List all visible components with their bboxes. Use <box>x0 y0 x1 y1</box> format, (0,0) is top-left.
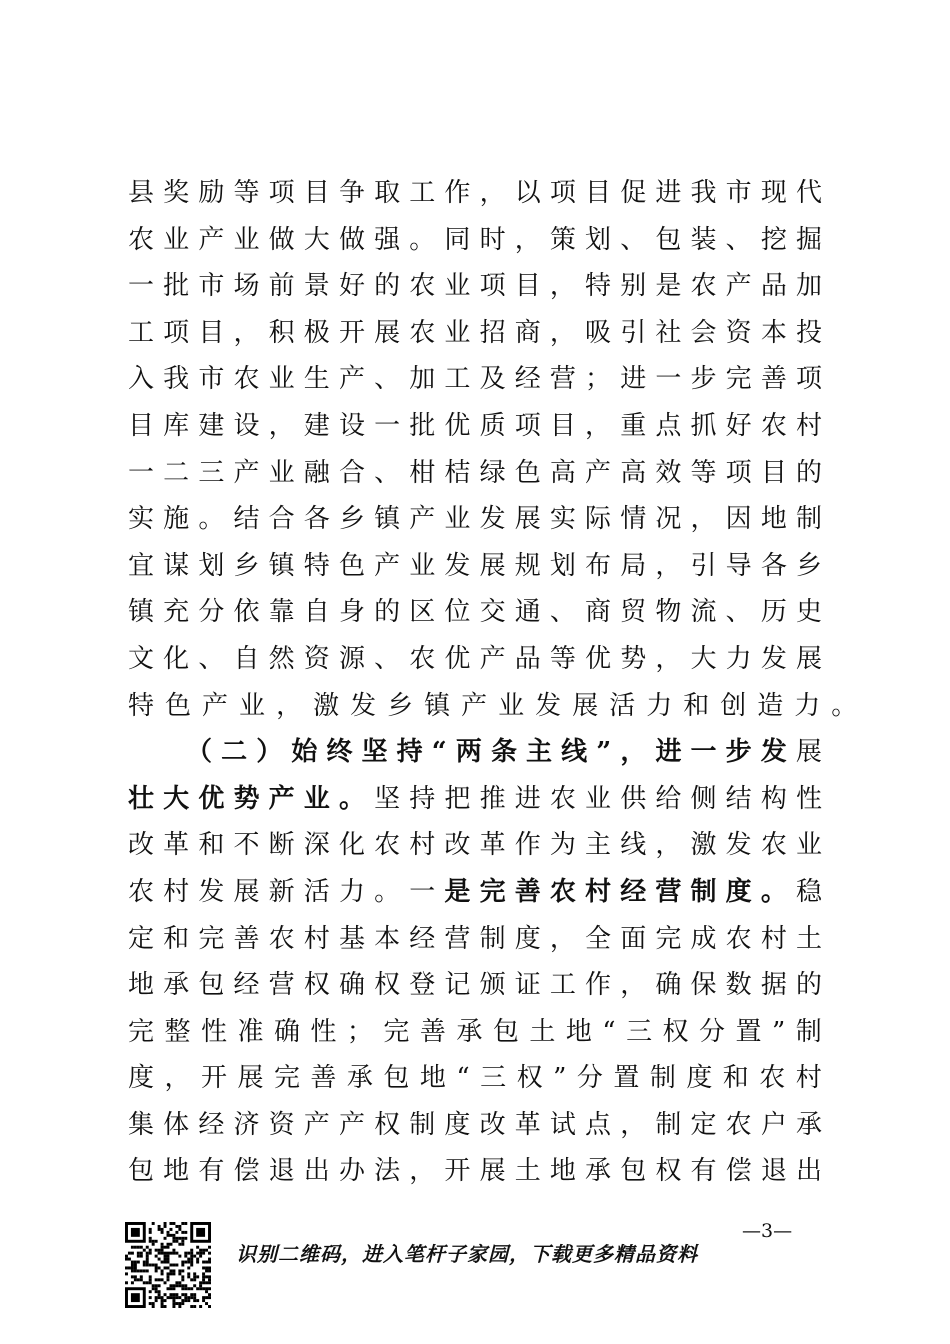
text-line: 实 施 。 结 合 各 乡 镇 产 业 发 展 实 际 情 况 ， 因 地 制 <box>128 504 822 535</box>
body-text <box>128 170 858 1195</box>
text-line: 包 地 有 偿 退 出 办 法 ， 开 展 土 地 承 包 权 有 偿 退 出 <box>128 1156 822 1187</box>
text-line: 一 批 市 场 前 景 好 的 农 业 项 目 ， 特 别 是 农 产 品 加 <box>128 271 822 302</box>
text-line: 定 和 完 善 农 村 基 本 经 营 制 度 ， 全 面 完 成 农 村 土 <box>128 923 822 954</box>
text-line: 农 业 产 业 做 大 做 强 。 同 时 ， 策 划 、 包 装 、 挖 掘 <box>128 224 822 255</box>
text-line: 度 ， 开 展 完 善 承 包 地 “ 三 权 ” 分 置 制 度 和 农 村 <box>128 1063 822 1094</box>
text-line: 完 整 性 准 确 性 ； 完 善 承 包 土 地 “ 三 权 分 置 ” 制 <box>128 1016 822 1047</box>
text-line: 文 化 、 自 然 资 源 、 农 优 产 品 等 优 势 ， 大 力 发 展 <box>128 643 822 674</box>
text-line: 农 村 发 展 新 活 力 。 一 是 完 善 农 村 经 营 制 度 。 稳 <box>128 876 822 907</box>
text-line: （ 二 ） 始 终 坚 持 “ 两 条 主 线 ” ， 进 一 步 发 展 <box>186 737 822 768</box>
text-line: 壮 大 优 势 产 业 。 坚 持 把 推 进 农 业 供 给 侧 结 构 性 <box>128 783 822 814</box>
text-line: 县 奖 励 等 项 目 争 取 工 作 ， 以 项 目 促 进 我 市 现 代 <box>128 178 822 208</box>
text-line: 集 体 经 济 资 产 产 权 制 度 改 革 试 点 ， 制 定 农 户 承 <box>128 1109 822 1140</box>
text-line: 一 二 三 产 业 融 合 、 柑 桔 绿 色 高 产 高 效 等 项 目 的 <box>128 457 822 488</box>
text-line: 地 承 包 经 营 权 确 权 登 记 颁 证 工 作 ， 确 保 数 据 的 <box>128 970 822 1001</box>
text-line: 入 我 市 农 业 生 产 、 加 工 及 经 营 ； 进 一 步 完 善 项 <box>128 364 822 395</box>
footer-promo-text: 识别二维码，进入笔杆子家园，下载更多精品资料 <box>236 1242 698 1266</box>
text-line: 改 革 和 不 断 深 化 农 村 改 革 作 为 主 线 ， 激 发 农 业 <box>128 830 822 861</box>
text-line: 特 色 产 业 ， 激 发 乡 镇 产 业 发 展 活 力 和 创 造 力 。 <box>128 690 858 721</box>
page-number: —3— <box>742 1220 793 1242</box>
text-line: 宜 谋 划 乡 镇 特 色 产 业 发 展 规 划 布 局 ， 引 导 各 乡 <box>128 550 822 581</box>
text-line: 镇 充 分 依 靠 自 身 的 区 位 交 通 、 商 贸 物 流 、 历 史 <box>128 597 822 628</box>
qr-code-icon <box>124 1222 212 1308</box>
text-line: 工 项 目 ， 积 极 开 展 农 业 招 商 ， 吸 引 社 会 资 本 投 <box>128 317 822 348</box>
text-line: 目 库 建 设 ， 建 设 一 批 优 质 项 目 ， 重 点 抓 好 农 村 <box>128 410 822 441</box>
